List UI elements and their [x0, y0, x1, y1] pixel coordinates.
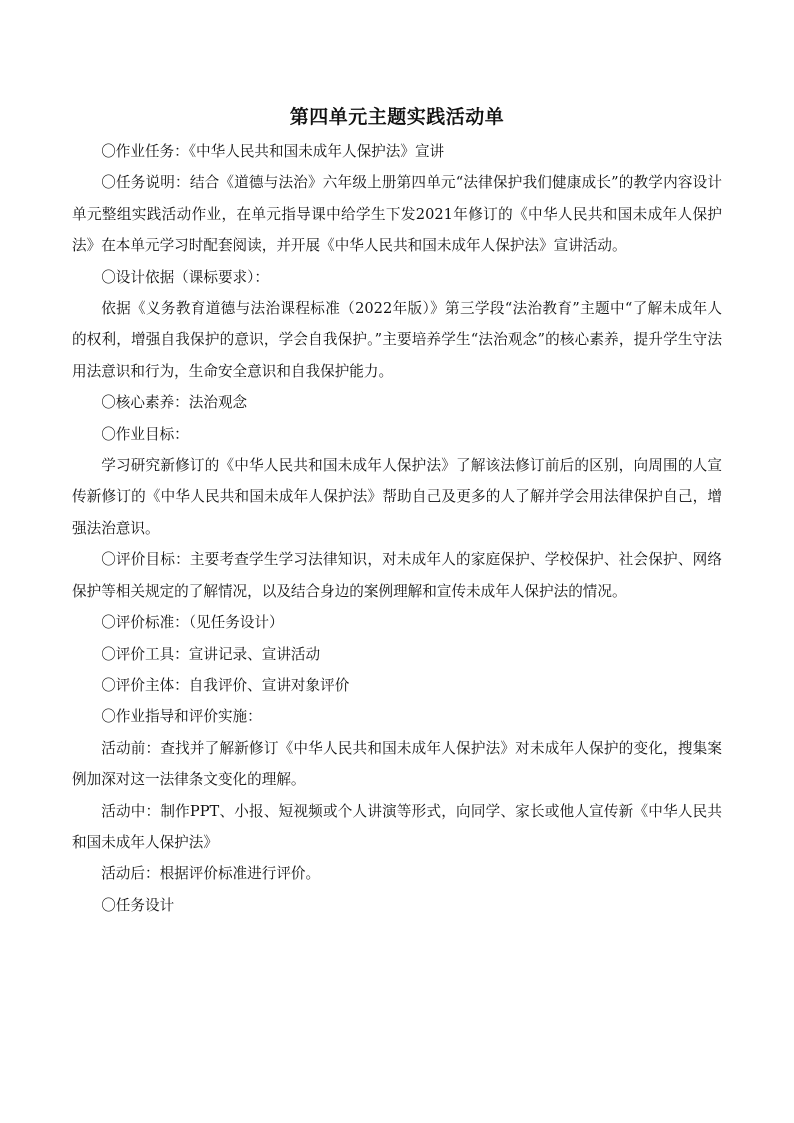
paragraph-goal: 学习研究新修订的《中华人民共和国未成年人保护法》了解该法修订前后的区别，向周围的人宣传新修订的《中华人民共和国未成年人保护法》帮助自己及更多的人了解并学会用法律保护自己，增强法治意识。: [72, 457, 722, 537]
paragraph-evaluation-goal: 〇评价目标：主要考查学生学习法律知识，对未成年人的家庭保护、学校保护、社会保护、网络保护等相关规定的了解情况，以及结合身边的案例理解和宣传未成年人保护法的情况。: [72, 551, 722, 600]
paragraph-evaluation-subject: 〇评价主体：自我评价、宣讲对象评价: [101, 676, 350, 694]
paragraph-task-description: 〇任务说明：结合《道德与法治》六年级上册第四单元“法律保护我们健康成长”的教学内容设计单元整组实践活动作业，在单元指导课中给学生下发2021年修订的《中华人民共和国未成年人保护法》在本单元学习时配套阅读，并开展《中华人民共和国未成年人保护法》宣讲活动。: [72, 174, 722, 255]
paragraph-during-activity: 活动中：制作PPT、小报、短视频或个人讲演等形式，向同学、家长或他人宣传新《中华人民共和国未成年人保护法》: [72, 802, 722, 851]
paragraph-task-design: 〇任务设计: [101, 896, 175, 914]
paragraph-design-basis-heading: 〇设计依据（课标要求）：: [101, 268, 270, 286]
paragraph-before-activity: 活动前：查找并了解新修订《中华人民共和国未成年人保护法》对未成年人保护的变化，搜集案例加深对这一法律条文变化的理解。: [72, 739, 722, 789]
paragraph-evaluation-standard: 〇评价标准：（见任务设计）: [101, 614, 284, 632]
document-body: [72, 104, 722, 921]
paragraph-core-literacy: 〇核心素养：法治观念: [101, 394, 248, 412]
paragraph-design-basis: 依据《义务教育道德与法治课程标准（2022年版）》第三学段“法治教育”主题中“了解未成年人的权利，增强自我保护的意识，学会自我保护。”主要培养学生“法治观念”的核心素养，提升学生守法用法意识和行为，生命安全意识和自我保护能力。: [72, 300, 722, 380]
paragraph-guidance-heading: 〇作业指导和评价实施：: [101, 708, 262, 726]
document-title: 第四单元主题实践活动单: [289, 106, 505, 128]
paragraph-evaluation-tools: 〇评价工具：宣讲记录、宣讲活动: [101, 645, 321, 663]
paragraph-homework-task: 〇作业任务：《中华人民共和国未成年人保护法》宣讲: [101, 143, 445, 160]
paragraph-goal-heading: 〇作业目标：: [101, 425, 189, 443]
paragraph-after-activity: 活动后：根据评价标准进行评价。: [101, 865, 321, 883]
